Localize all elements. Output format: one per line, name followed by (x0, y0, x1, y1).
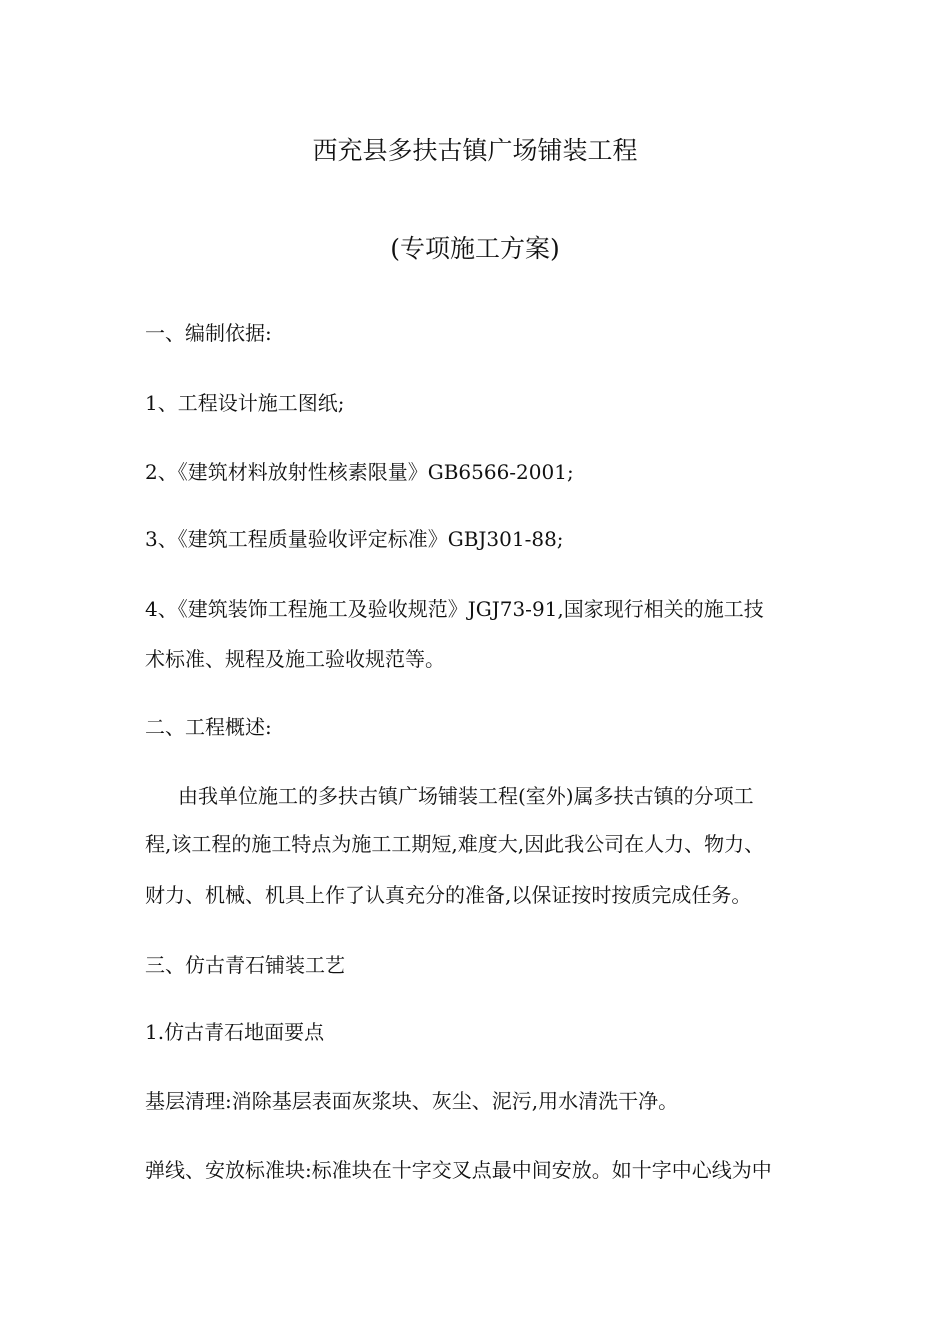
basis-item-2: 2、《建筑材料放射性核素限量》GB6566-2001; (145, 460, 574, 484)
section-heading-basis: 一、编制依据: (145, 321, 272, 345)
section-heading-process: 三、仿古青石铺装工艺 (145, 953, 345, 977)
document-title: 西充县多扶古镇广场铺装工程 (312, 136, 638, 165)
basis-item-1: 1、工程设计施工图纸; (145, 391, 345, 415)
basis-item-4-line-2: 术标准、规程及施工验收规范等。 (145, 647, 445, 671)
overview-paragraph-line-1: 由我单位施工的多扶古镇广场铺装工程(室外)属多扶古镇的分项工 (178, 784, 754, 808)
basis-item-3: 3、《建筑工程质量验收评定标准》GBJ301-88; (145, 527, 564, 551)
overview-paragraph-line-2: 程,该工程的施工特点为施工工期短,难度大,因此我公司在人力、物力、 (145, 832, 765, 856)
step-marking-line-1: 弹线、安放标准块:标准块在十字交叉点最中间安放。如十字中心线为中 (145, 1158, 772, 1182)
subsection-heading-points: 1.仿古青石地面要点 (145, 1020, 325, 1044)
section-heading-overview: 二、工程概述: (145, 715, 272, 739)
basis-item-4-line-1: 4、《建筑装饰工程施工及验收规范》JGJ73-91,国家现行相关的施工技 (145, 597, 764, 621)
document-subtitle: (专项施工方案) (390, 234, 560, 263)
overview-paragraph-line-3: 财力、机械、机具上作了认真充分的准备,以保证按时按质完成任务。 (145, 883, 752, 907)
step-base-cleaning: 基层清理:消除基层表面灰浆块、灰尘、泥污,用水清洗干净。 (145, 1089, 679, 1113)
